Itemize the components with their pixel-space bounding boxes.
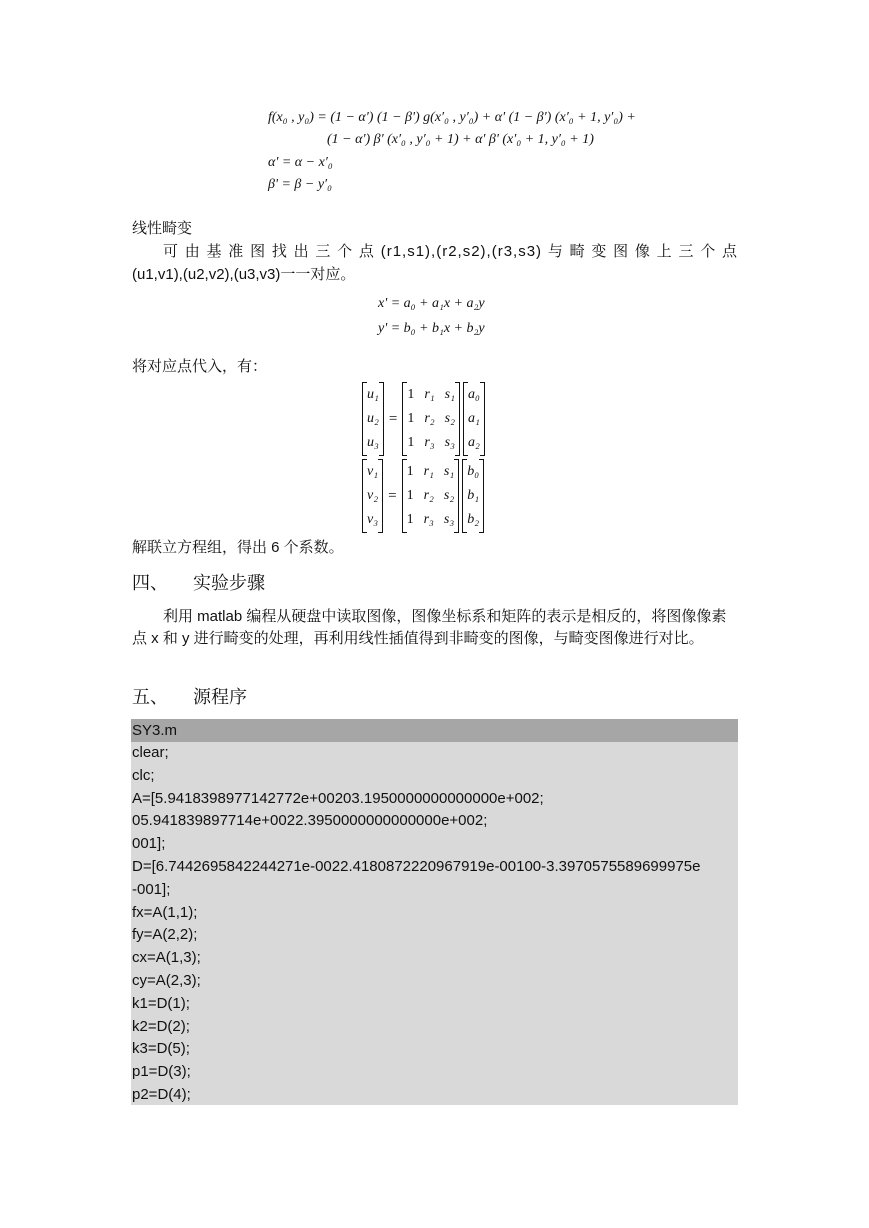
- section-number: 五、: [132, 687, 168, 707]
- solve-text: 解联立方程组，得出 6 个系数。: [132, 539, 344, 556]
- matrix-cell: r₂: [424, 411, 435, 426]
- matrix-coefficients-v: [402, 459, 460, 533]
- code-line: fx=A(1,1);: [132, 903, 198, 921]
- bilinear-formula-line-4: β' = β − y′₀: [268, 177, 332, 192]
- matrix-cell: u₃: [367, 435, 379, 450]
- matrix-cell: 1: [406, 464, 414, 479]
- matrix-b-vector: [462, 459, 484, 533]
- code-filename: SY3.m: [131, 719, 738, 742]
- code-line: k1=D(1);: [132, 994, 190, 1012]
- bilinear-formula-line-3: α' = α − x′₀: [268, 155, 333, 170]
- equation-y-prime: y' = b₀ + b₁x + b₂y: [378, 321, 485, 336]
- equals-sign: =: [388, 487, 397, 504]
- substitute-text: 将对应点代入，有：: [132, 358, 268, 375]
- code-line: cy=A(2,3);: [132, 971, 201, 989]
- code-line: p2=D(4);: [132, 1085, 191, 1103]
- matrix-equation-v: [362, 459, 484, 533]
- matrix-cell: b₁: [467, 488, 480, 503]
- matrix-v-vector: [362, 459, 383, 533]
- matrix-cell: v₁: [367, 464, 379, 479]
- code-line: fy=A(2,2);: [132, 926, 198, 944]
- matrix-coefficients-u: [402, 382, 460, 456]
- code-line: D=[6.7442695842244271e-0022.4180872220967919e-00100-3.3970575589699975e: [132, 857, 701, 875]
- matrix-cell: r₃: [423, 512, 434, 527]
- code-line: A=[5.9418398977142772e+00203.1950000000000000e+002;: [132, 789, 544, 807]
- section-5-heading: [132, 685, 247, 709]
- matrix-cell: s₁: [443, 464, 455, 479]
- matrix-cell: 1: [407, 411, 415, 426]
- section-title: 源程序: [193, 687, 247, 707]
- matrix-cell: u₂: [367, 411, 379, 426]
- equals-sign: =: [388, 410, 398, 427]
- section-4-heading: [132, 571, 265, 595]
- code-line: 05.941839897714e+0022.3950000000000000e+002;: [132, 812, 488, 830]
- code-lines: [131, 742, 738, 1107]
- matrix-u-vector: [362, 382, 384, 456]
- matrix-cell: r₃: [424, 435, 435, 450]
- code-line: clear;: [132, 744, 169, 761]
- matrix-cell: s₁: [444, 387, 455, 402]
- matrix-cell: v₃: [367, 512, 379, 527]
- bilinear-formula-line-1: f(x₀ , y₀) = (1 − α') (1 − β') g(x′₀ , y′₀) + α' (1 − β') (x′₀ + 1, y′₀) +: [268, 110, 636, 125]
- matrix-cell: a₂: [468, 435, 480, 450]
- equation-x-prime: x' = a₀ + a₁x + a₂y: [378, 296, 485, 311]
- matrix-cell: r₁: [423, 464, 434, 479]
- matrix-cell: 1: [407, 387, 415, 402]
- section-title: 实验步骤: [193, 573, 265, 593]
- matrix-cell: r₂: [423, 488, 434, 503]
- code-line: k3=D(5);: [132, 1040, 190, 1058]
- matrix-cell: b₀: [467, 464, 480, 479]
- source-code-block: [131, 719, 738, 1105]
- matrix-equation-u: [362, 382, 485, 456]
- matrix-cell: u₁: [367, 387, 379, 402]
- linear-paragraph-line-1: 可由基准图找出三个点(r1,s1),(r2,s2),(r3,s3)与畸变图像上三个点: [163, 243, 738, 260]
- code-line: clc;: [132, 766, 155, 784]
- section-number: 四、: [132, 573, 168, 593]
- matrix-cell: a₁: [468, 411, 480, 426]
- matrix-cell: s₂: [443, 488, 455, 503]
- code-line: p1=D(3);: [132, 1063, 191, 1081]
- matrix-cell: 1: [406, 488, 414, 503]
- matrix-cell: b₂: [467, 512, 480, 527]
- code-line: -001];: [132, 880, 171, 898]
- matrix-cell: 1: [407, 435, 415, 450]
- matrix-cell: s₃: [444, 435, 455, 450]
- matrix-cell: s₃: [443, 512, 455, 527]
- code-line: 001];: [132, 835, 166, 853]
- code-line: k2=D(2);: [132, 1017, 190, 1035]
- section-4-paragraph: 利用 matlab 编程从硬盘中读取图像，图像坐标系和矩阵的表示是相反的，将图像像素点 x 和 y 进行畸变的处理，再利用线性插值得到非畸变的图像，与畸变图像进行对比。: [132, 608, 727, 647]
- bilinear-formula-line-2: (1 − α') β' (x′₀ , y′₀ + 1) + α' β' (x′₀ + 1, y′₀ + 1): [327, 132, 594, 147]
- linear-distortion-title: 线性畸变: [132, 220, 193, 237]
- matrix-cell: r₁: [424, 387, 435, 402]
- linear-paragraph-line-2: (u1,v1),(u2,v2),(u3,v3)一一对应。: [132, 266, 356, 283]
- matrix-cell: v₂: [367, 488, 379, 503]
- matrix-cell: a₀: [468, 387, 480, 402]
- matrix-a-vector: [463, 382, 485, 456]
- code-line: cx=A(1,3);: [132, 949, 201, 967]
- matrix-cell: s₂: [444, 411, 455, 426]
- matrix-cell: 1: [406, 512, 414, 527]
